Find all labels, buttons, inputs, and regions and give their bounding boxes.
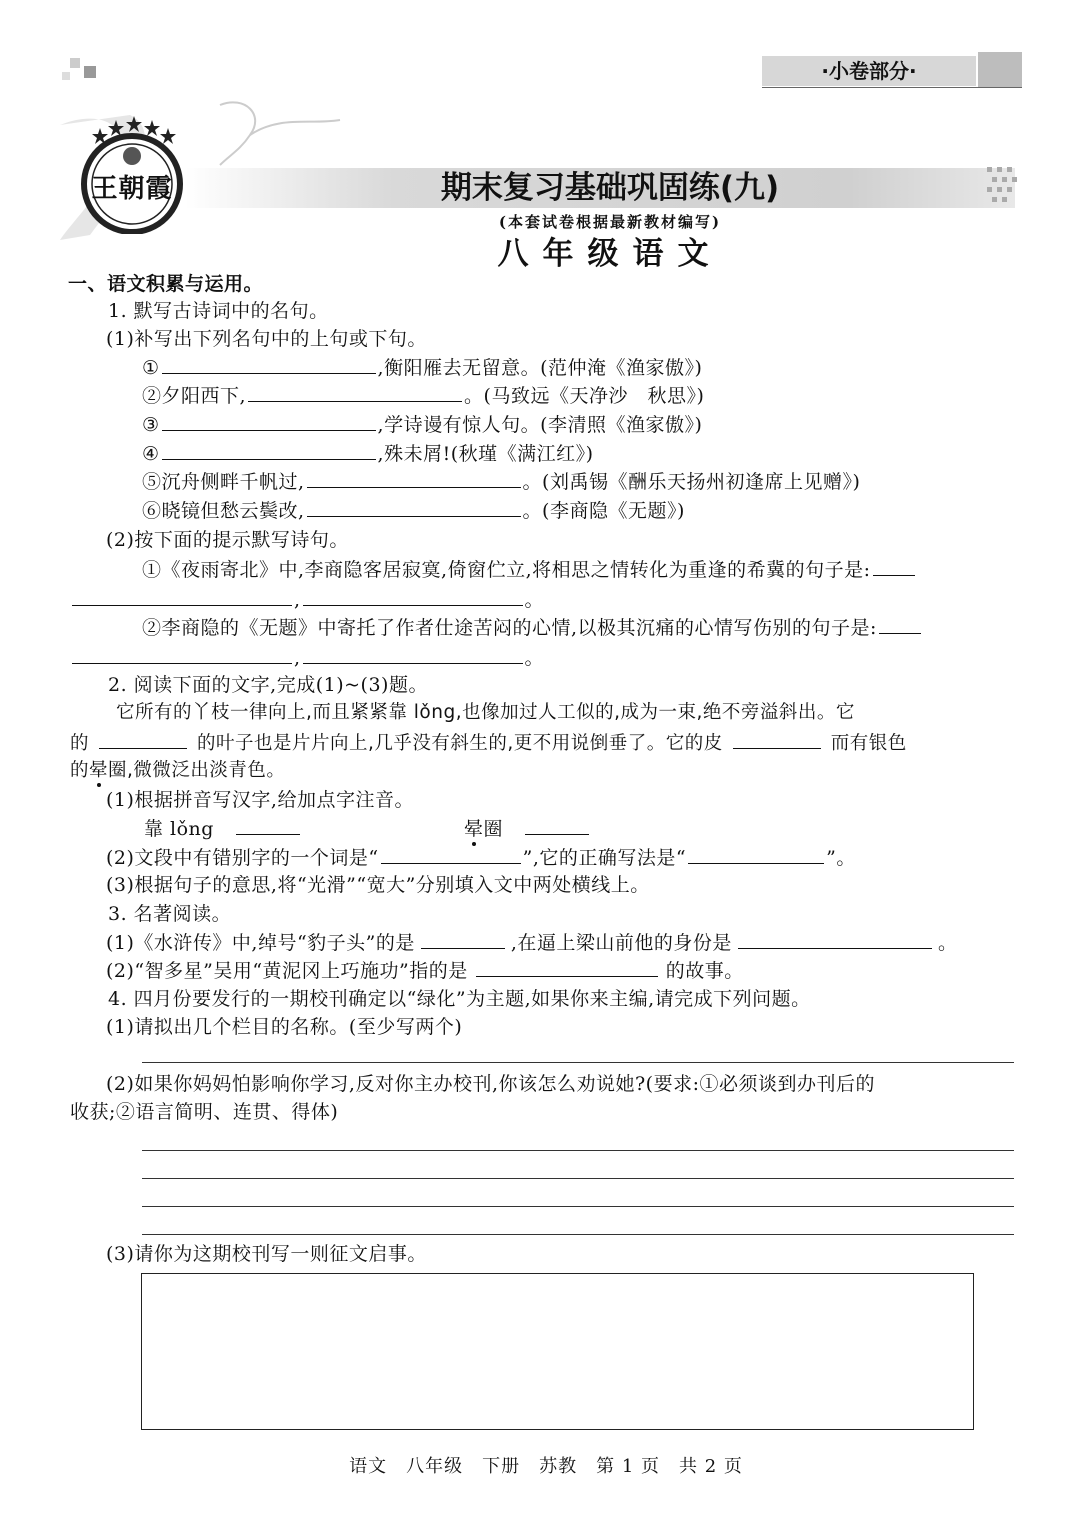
answer-blank[interactable] xyxy=(303,645,523,664)
q1-item-post: ,殊未屑!(秋瑾《满江红》) xyxy=(377,443,594,465)
q1-item-post: 。(刘禹锡《酬乐天扬州初逢席上见赠》) xyxy=(522,471,861,493)
writing-line[interactable] xyxy=(142,1234,1014,1235)
q1-hint1-text: ①《夜雨寄北》中,李商隐客居寂寞,倚窗伫立,将相思之情转化为重逢的希冀的句子是: xyxy=(142,559,871,581)
q2-sub2-text: (2)文段中有错别字的一个词是“ xyxy=(106,847,379,869)
q1-item-post: ,衡阳雁去无留意。(范仲淹《渔家傲》) xyxy=(377,357,703,379)
answer-blank[interactable] xyxy=(72,587,292,606)
answer-blank[interactable] xyxy=(307,469,521,488)
q1-item-post: 。(李商隐《无题》) xyxy=(522,500,685,522)
answer-blank[interactable] xyxy=(303,587,523,606)
passage-text: 的叶子也是片片向上,几乎没有斜生的,更不用说倒垂了。它的皮 xyxy=(197,733,723,754)
passage-text: 的 xyxy=(70,733,90,754)
q1-item-post: 。(马致远《天净沙 秋思》) xyxy=(464,385,705,407)
answer-blank[interactable] xyxy=(381,845,521,864)
q1-hint2-cont xyxy=(70,645,544,670)
corner-decoration xyxy=(70,58,80,68)
q3-sub1-text: 。 xyxy=(937,932,958,954)
q1-item-pre: ⑥晓镜但愁云鬓改, xyxy=(142,500,305,522)
q3-sub2-text: 的故事。 xyxy=(665,960,744,982)
page-footer: 语文 八年级 下册 苏教 第 1 页 共 2 页 xyxy=(349,1456,743,1477)
q3-sub2-text: (2)“智多星”吴用“黄泥冈上巧施功”指的是 xyxy=(106,960,468,982)
paper-subject: 八年级语文 xyxy=(497,236,723,272)
notice-answer-box[interactable] xyxy=(141,1273,974,1430)
q1-item-post: ,学诗谩有惊人句。(李清照《渔家傲》) xyxy=(377,414,703,436)
q1-sub2: (2)按下面的提示默写诗句。 xyxy=(106,529,349,551)
writing-line[interactable] xyxy=(142,1150,1014,1151)
answer-blank[interactable] xyxy=(525,816,589,835)
section-tag-bar xyxy=(978,52,1022,88)
paper-title: 期末复习基础巩固练(九) xyxy=(440,170,780,206)
answer-blank[interactable] xyxy=(873,557,915,576)
q2-sub2 xyxy=(106,845,856,870)
q3-stem: 3. 名著阅读。 xyxy=(108,903,232,925)
q2-sub1-answers xyxy=(144,816,302,841)
q1-item-pre: ⑤沉舟侧畔千帆过, xyxy=(142,471,305,493)
q3-sub1-text: ,在逼上梁山前他的身份是 xyxy=(510,932,732,954)
q2-sub2-text: ”。 xyxy=(826,847,856,869)
q1-item xyxy=(142,355,702,380)
q1-item xyxy=(142,412,702,437)
q2-passage-line: 它所有的丫枝一律向上,而且紧紧靠 lǒng,也像加过人工似的,成为一束,绝不旁溢斜出。它 xyxy=(116,702,855,723)
answer-blank[interactable] xyxy=(879,615,921,634)
period: 。 xyxy=(524,589,545,611)
answer-blank[interactable] xyxy=(738,930,932,949)
q2-stem: 2. 阅读下面的文字,完成(1)~(3)题。 xyxy=(108,674,428,696)
q2-passage-line xyxy=(70,730,907,756)
q1-item-pre: ④ xyxy=(142,443,160,465)
q1-stem: 1. 默写古诗词中的名句。 xyxy=(108,300,329,322)
q1-hint1-cont xyxy=(70,587,544,612)
q1-item xyxy=(142,498,685,523)
answer-blank[interactable] xyxy=(248,383,462,402)
q4-sub2-cont: 收获;②语言简明、连贯、得体) xyxy=(70,1101,339,1123)
comma: , xyxy=(294,589,301,611)
answer-blank[interactable] xyxy=(421,930,505,949)
q1-hint1 xyxy=(142,557,917,582)
q2-sub3: (3)根据句子的意思,将“光滑”“宽大”分别填入文中两处横线上。 xyxy=(106,874,650,896)
q3-sub1-text: (1)《水浒传》中,绰号“豹子头”的是 xyxy=(106,932,415,954)
header-rule xyxy=(762,87,1022,88)
q4-sub3: (3)请你为这期校刊写一则征文启事。 xyxy=(106,1243,427,1265)
answer-blank[interactable] xyxy=(307,498,521,517)
writing-line[interactable] xyxy=(142,1062,1014,1063)
part-heading: 一、语文积累与运用。 xyxy=(68,273,264,295)
logo-text: 王朝霞 xyxy=(91,174,173,204)
answer-blank[interactable] xyxy=(99,730,187,749)
q4-sub1: (1)请拟出几个栏目的名称。(至少写两个) xyxy=(106,1016,463,1038)
answer-blank[interactable] xyxy=(162,441,376,460)
answer-blank[interactable] xyxy=(162,355,376,374)
q1-hint2-text: ②李商隐的《无题》中寄托了作者仕途苦闷的心情,以极其沉痛的心情写伤别的句子是: xyxy=(142,617,877,639)
char-prompt: 圈 xyxy=(483,818,504,840)
q2-passage-line xyxy=(70,759,285,783)
title-band-dots xyxy=(985,165,1025,211)
q1-item-pre: ②夕阳西下, xyxy=(142,385,247,407)
writing-line[interactable] xyxy=(142,1178,1014,1179)
answer-blank[interactable] xyxy=(476,958,658,977)
q1-item xyxy=(142,469,860,494)
period: 。 xyxy=(524,647,545,669)
pinyin-prompt: 靠 lǒng xyxy=(144,818,214,840)
answer-blank[interactable] xyxy=(236,816,300,835)
q1-hint2 xyxy=(142,615,923,640)
q2-sub1: (1)根据拼音写汉字,给加点字注音。 xyxy=(106,789,414,811)
dotted-char: 晕 xyxy=(89,760,109,781)
q3-sub2 xyxy=(106,958,744,983)
answer-blank[interactable] xyxy=(688,845,824,864)
passage-text: 的 xyxy=(70,760,90,781)
corner-decoration xyxy=(62,72,70,80)
q4-sub2: (2)如果你妈妈怕影响你学习,反对你主办校刊,你该怎么劝说她?(要求:①必须谈到办刊后的 xyxy=(106,1073,875,1095)
q1-sub1: (1)补写出下列名句中的上句或下句。 xyxy=(106,328,427,350)
corner-decoration xyxy=(84,66,96,78)
answer-blank[interactable] xyxy=(72,645,292,664)
passage-text: 而有银色 xyxy=(830,733,907,754)
comma: , xyxy=(294,647,301,669)
dotted-char: 晕 xyxy=(464,818,484,840)
answer-blank[interactable] xyxy=(162,412,376,431)
q1-item xyxy=(142,441,594,466)
paper-note: (本套试卷根据最新教材编写) xyxy=(498,213,722,231)
q1-item-pre: ① xyxy=(142,357,160,379)
q3-sub1 xyxy=(106,930,957,955)
answer-blank[interactable] xyxy=(733,730,821,749)
q1-item xyxy=(142,383,704,408)
q2-sub1-answers-b xyxy=(464,816,591,841)
writing-line[interactable] xyxy=(142,1206,1014,1207)
q2-sub2-text: ”,它的正确写法是“ xyxy=(522,847,687,869)
section-tag: ·小卷部分· xyxy=(821,59,917,83)
passage-text: 圈,微微泛出淡青色。 xyxy=(108,760,286,781)
q4-stem: 4. 四月份要发行的一期校刊确定以“绿化”为主题,如果你来主编,请完成下列问题。 xyxy=(108,988,811,1010)
q1-item-pre: ③ xyxy=(142,414,160,436)
